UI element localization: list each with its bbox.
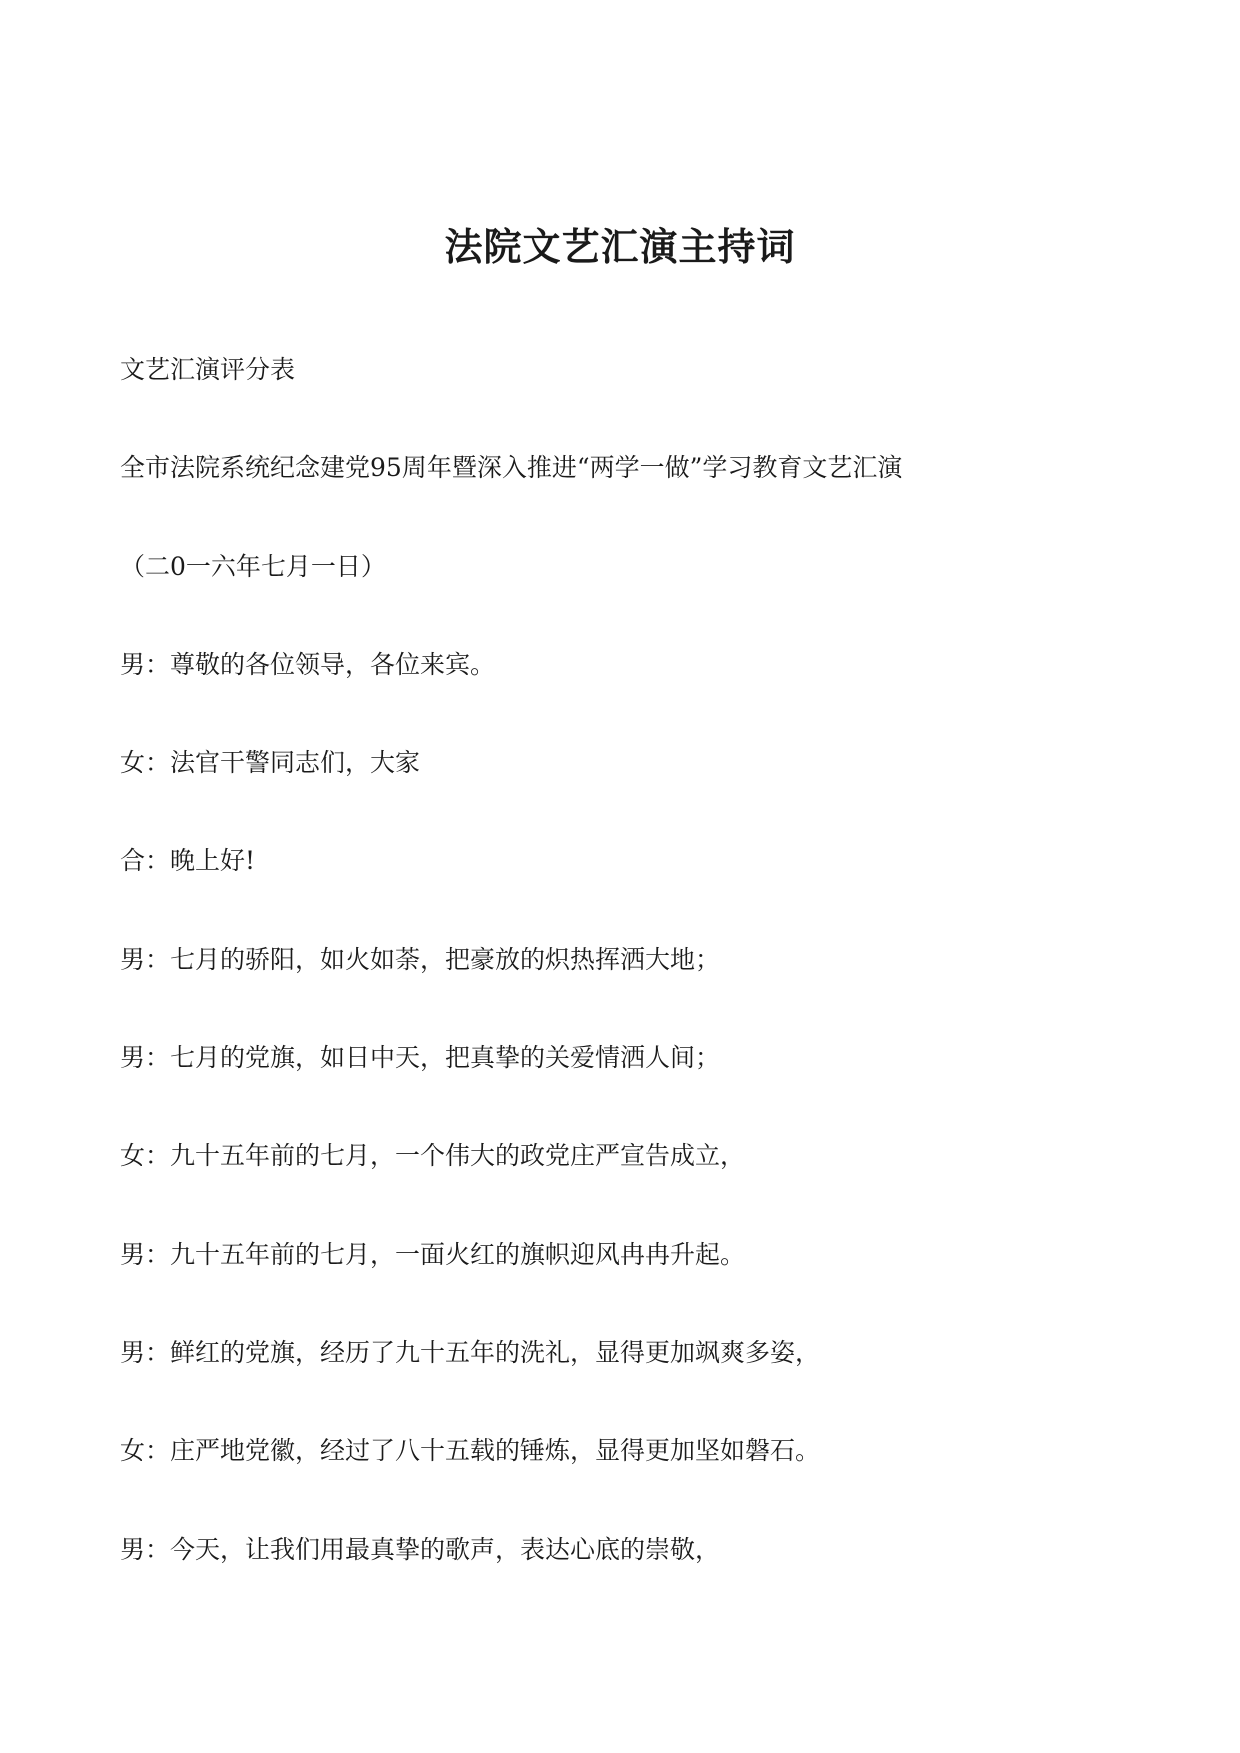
text-line: 合：晚上好! bbox=[120, 846, 256, 876]
text-line: 全市法院系统纪念建党95周年暨深入推进“两学一做”学习教育文艺汇演 bbox=[120, 453, 903, 483]
text-line: 男：九十五年前的七月，一面火红的旗帜迎风冉冉升起。 bbox=[120, 1239, 746, 1269]
text-line: 男：今天，让我们用最真挚的歌声，表达心底的崇敬， bbox=[120, 1534, 721, 1564]
text-line: 男：尊敬的各位领导，各位来宾。 bbox=[120, 649, 496, 679]
text-line: 文艺汇演评分表 bbox=[120, 355, 296, 384]
text-line: 男：鲜红的党旗，经历了九十五年的洗礼，显得更加飒爽多姿， bbox=[120, 1337, 821, 1367]
text-line: 女：庄严地党徽，经过了八十五载的锤炼，显得更加坚如磐石。 bbox=[120, 1436, 821, 1466]
text-line: 女：九十五年前的七月，一个伟大的政党庄严宣告成立， bbox=[120, 1141, 746, 1171]
text-line: 女：法官干警同志们，大家 bbox=[120, 748, 421, 778]
text-line: （二0一六年七月一日） bbox=[120, 551, 386, 581]
document-body bbox=[120, 352, 1120, 1630]
text-line: 男：七月的骄阳，如火如荼，把豪放的炽热挥洒大地； bbox=[120, 944, 721, 974]
text-line: 男：七月的党旗，如日中天，把真挚的关爱情洒人间； bbox=[120, 1043, 721, 1073]
document-title: 法院文艺汇演主持词 bbox=[444, 224, 796, 269]
